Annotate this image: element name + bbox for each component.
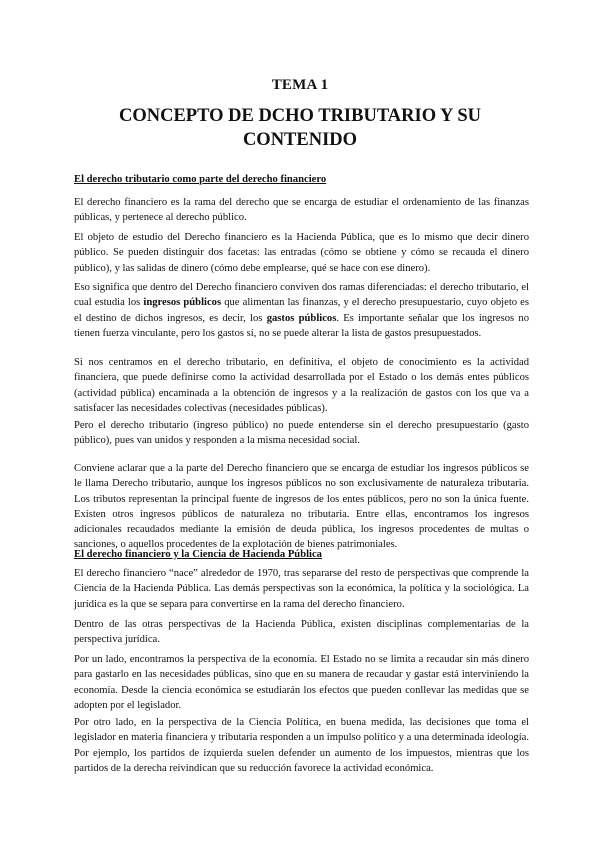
paragraph-text: que alimentan las finanzas, y el derecho presupuestario, cuyo objeto es el destino de dichos ingresos, es decir, los xyxy=(74,297,530,324)
paragraph: El derecho financiero “nace” alrededor de 1970, tras separarse del resto de perspectivas que comprende la Ciencia de la Hacienda Pública. Las demás perspectivas son la económica, la política y la sociológica. La jurídica es la que se separa para convertirse en la rama del derecho financiero. xyxy=(74,568,529,610)
paragraph: Por otro lado, en la perspectiva de la Ciencia Política, en buena medida, las decisiones que toma el legislador en materia financiera y tributaria responden a un impulso político y a una determinada ideología. Por ejemplo, los partidos de izquierda suelen defender un aumento de los impuestos, mientras que los partidos de la derecha reivindican que su reducción favorece la actividad económica. xyxy=(74,717,529,774)
section-heading-ciencia-hacienda: El derecho financiero y la Ciencia de Hacienda Pública xyxy=(74,549,322,560)
paragraph: Dentro de las otras perspectivas de la Hacienda Pública, existen disciplinas complementarias de la perspectiva jurídica. xyxy=(74,619,529,646)
paragraph xyxy=(74,280,529,341)
paragraph: El objeto de estudio del Derecho financiero es la Hacienda Pública, que es lo mismo que decir dinero público. Se pueden distinguir dos facetas: las entradas (cómo se obtiene y cómo se recauda el dinero público), y las salidas de dinero (cómo debe emplearse, qué se hace con ese dinero). xyxy=(74,232,529,274)
paragraph: Pero el derecho tributario (ingreso público) no puede entenderse sin el derecho presupuestario (gasto público), pues van unidos y responden a la misma necesidad social. xyxy=(74,420,529,447)
chapter-label: TEMA 1 xyxy=(271,77,329,93)
paragraph: El derecho financiero es la rama del derecho que se encarga de estudiar el ordenamiento de las finanzas públicas, y pertenece al derecho público. xyxy=(74,197,529,224)
paragraph: Por un lado, encontramos la perspectiva de la economía. El Estado no se limita a recaudar sin más dinero para gastarlo en las necesidades públicas, sino que en su manera de recaudar y gastar está interviniendo la economía. Desde la ciencia económica se estudiarán los efectos que pueden conllevar las medidas que se adopten por el legislador. xyxy=(74,654,529,711)
emphasis-ingresos-publicos: ingresos públicos xyxy=(143,297,222,309)
paragraph-text: . Es importante señalar que los ingresos no tienen fuerza vinculante, pero los gastos sí, no se puede alterar la lista de gastos presupuestados. xyxy=(74,312,530,339)
emphasis-gastos-publicos: gastos públicos xyxy=(266,312,337,324)
paragraph: Si nos centramos en el derecho tributario, en definitiva, el objeto de conocimiento es la actividad financiera, que puede definirse como la actividad desarrollada por el Estado o los demás entes públicos (actividad pública) encaminada a la obtención de ingresos y a la realización de gastos con los que va a satisfacer las necesidades colectivas (necesidades públicas). xyxy=(74,357,529,414)
paragraph: Conviene aclarar que a la parte del Derecho financiero que se encarga de estudiar los ingresos públicos se le llama Derecho tributario, aunque los ingresos públicos no son exclusivamente de naturaleza tributaria. Los tributos representan la principal fuente de ingresos de los entes públicos, pero no son la única fuente. Existen otros ingresos públicos de naturaleza no tributaria. Entre ellas, encontramos los ingresos adicionales recaudados mediante la emisión de deuda pública, los ingresos procedentes de multas o sanciones, o aquellos procedentes de la explotación de bienes patrimoniales. xyxy=(74,463,529,551)
section-heading-derecho-tributario: El derecho tributario como parte del derecho financiero xyxy=(74,174,327,185)
document-title: CONCEPTO DE DCHO TRIBUTARIO Y SU CONTENIDO xyxy=(118,106,481,150)
paragraph-text: Eso significa que dentro del Derecho financiero conviven dos ramas diferenciadas: el derecho tributario, el cual estudia los xyxy=(74,282,529,309)
